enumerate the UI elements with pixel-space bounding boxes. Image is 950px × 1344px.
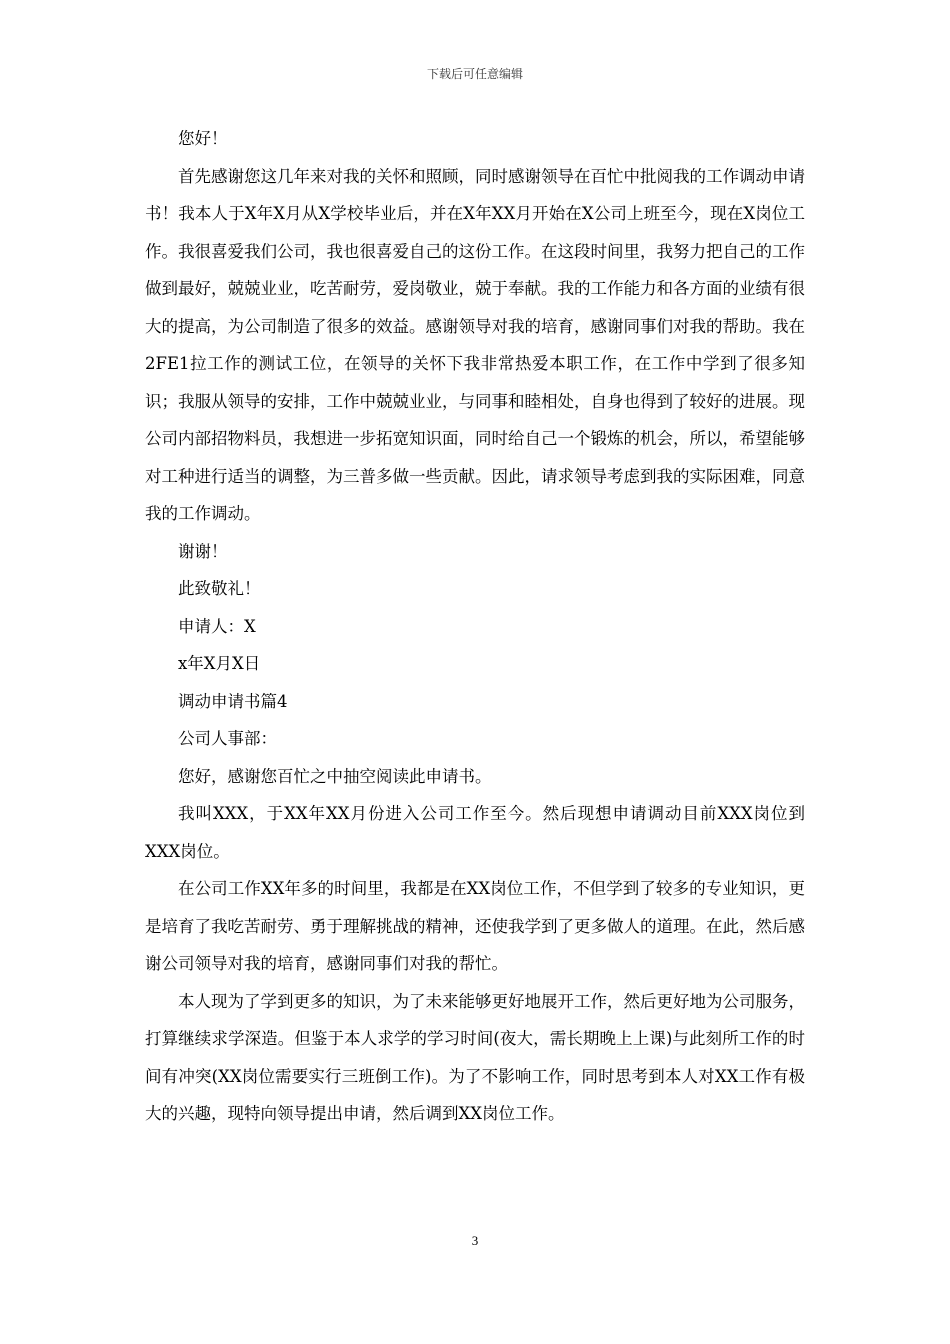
salute-line: 此致敬礼！ — [178, 579, 261, 598]
thanks-line: 谢谢！ — [178, 541, 228, 561]
document-body — [145, 120, 805, 1133]
greeting: 您好！ — [178, 129, 228, 148]
paragraph-4: 本人现为了学到更多的知识，为了未来能够更好地展开工作，然后更好地为公司服务，打算继续求学深造。但鉴于本人求学的学习时间(夜大，需长期晚上上课)与此刻所工作的时间有冲突(XX岗位需要实行三班倒工作)。为了不影响工作，同时思考到本人对XX工作有极大的兴趣，现特向领导提出申请，然后调到XX岗位工作。 — [145, 991, 805, 1123]
section-title: 调动申请书篇4 — [178, 691, 288, 711]
greeting-2: 您好，感谢您百忙之中抽空阅读此申请书。 — [178, 766, 492, 786]
page-header-note: 下载后可任意编辑 — [426, 67, 523, 81]
paragraph-1: 首先感谢您这几年来对我的关怀和照顾，同时感谢领导在百忙中批阅我的工作调动申请书！我本人于X年X月从X学校毕业后，并在X年XX月开始在X公司上班至今，现在X岗位工作。我很喜爱我们公司，我也很喜爱自己的这份工作。在这段时间里，我努力把自己的工作做到最好，兢兢业业，吃苦耐劳，爱岗敬业，兢于奉献。我的工作能力和各方面的业绩有很大的提高，为公司制造了很多的效益。感谢领导对我的培育，感谢同事们对我的帮助。我在2FE1拉工作的测试工位，在领导的关怀下我非常热爱本职工作，在工作中学到了很多知识；我服从领导的安排，工作中兢兢业业，与同事和睦相处，自身也得到了较好的进展。现公司内部招物料员，我想进一步拓宽知识面，同时给自己一个锻炼的机会，所以，希望能够对工种进行适当的调整，为三普多做一些贡献。因此，请求领导考虑到我的实际困难，同意我的工作调动。 — [145, 166, 805, 523]
applicant-line: 申请人：X — [178, 616, 256, 636]
addressee-line: 公司人事部： — [178, 729, 277, 748]
page-number: 3 — [471, 1233, 479, 1248]
date-line: x年X月X日 — [178, 654, 261, 673]
paragraph-2: 我叫XXX，于XX年XX月份进入公司工作至今。然后现想申请调动目前XXX岗位到XXX岗位。 — [145, 804, 805, 861]
paragraph-3: 在公司工作XX年多的时间里，我都是在XX岗位工作，不但学到了较多的专业知识，更是培育了我吃苦耐劳、勇于理解挑战的精神，还使我学到了更多做人的道理。在此，然后感谢公司领导对我的培育，感谢同事们对我的帮忙。 — [145, 879, 805, 973]
